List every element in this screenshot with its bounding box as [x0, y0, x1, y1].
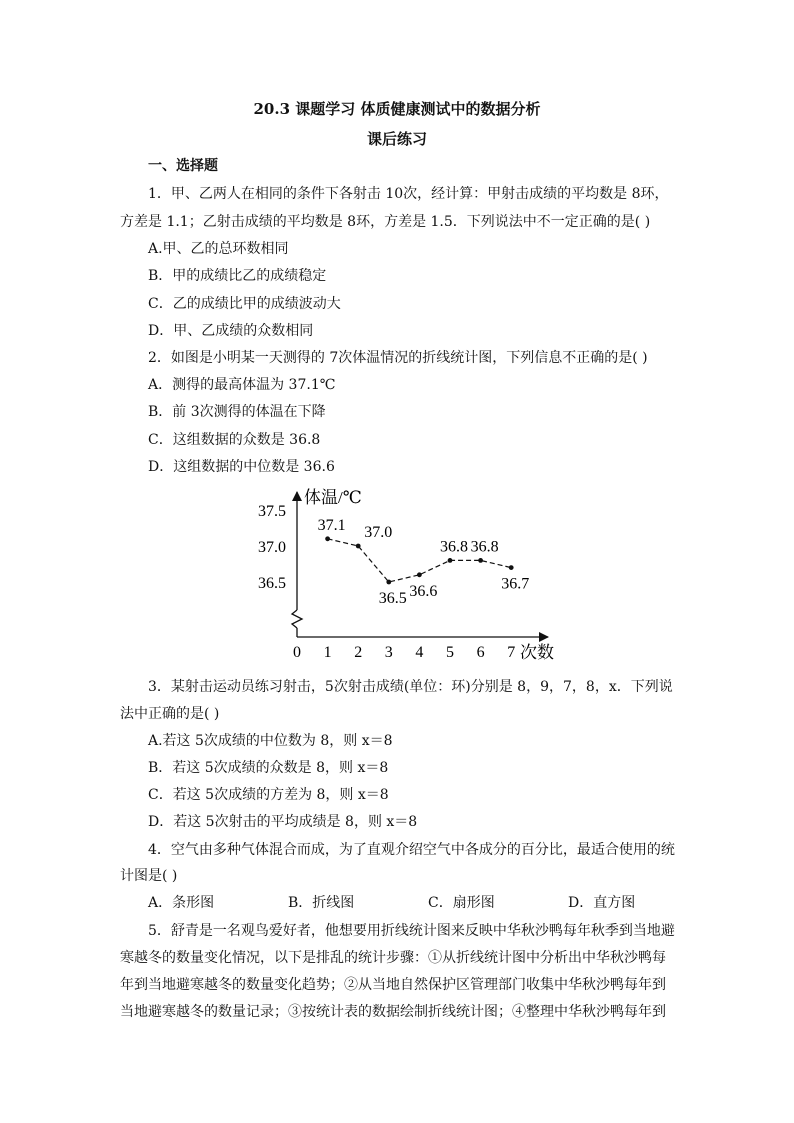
q3-option-a: A.若这 5次成绩的中位数为 8，则 x＝8 — [148, 733, 393, 749]
data-point — [386, 580, 391, 585]
axis-break-zigzag — [292, 610, 302, 628]
x-tick-label: 0 — [293, 644, 301, 661]
data-label: 37.1 — [317, 516, 346, 534]
q4-option-b: B．折线图 — [288, 895, 355, 911]
q5-line-1: 5．舒青是一名观鸟爱好者，他想要用折线统计图来反映中华秋沙鸭每年秋季到当地避 — [148, 923, 675, 939]
data-label: 36.7 — [501, 575, 530, 593]
data-labels — [318, 517, 530, 607]
y-axis-label: 体温/℃ — [304, 488, 362, 507]
data-point — [448, 558, 453, 563]
q1-option-b: B．甲的成绩比乙的成绩稳定 — [148, 268, 327, 284]
data-point — [509, 565, 514, 570]
x-tick-label: 2 — [354, 644, 363, 661]
x-tick-labels — [293, 644, 515, 661]
q2-line-1: 2．如图是小明某一天测得的 7次体温情况的折线统计图，下列信息不正确的是( ) — [148, 350, 648, 366]
x-tick-label: 1 — [323, 644, 332, 661]
y-tick-labels — [258, 503, 286, 592]
x-tick-label: 6 — [476, 644, 485, 661]
x-tick-label: 4 — [415, 644, 424, 661]
q3-line-1: 3．某射击运动员练习射击，5次射击成绩(单位：环)分别是 8，9，7，8，x．下列说 — [148, 679, 673, 695]
q4-options-row — [148, 893, 635, 913]
q5-line-3: 年到当地避寒越冬的数量变化趋势；②从当地自然保护区管理部门收集中华秋沙鸭每年到 — [120, 977, 666, 993]
q1-line-2: 方差是 1.1；乙射击成绩的平均数是 8环，方差是 1.5．下列说法中不一定正确的是( ) — [120, 214, 651, 230]
section-heading: 一、选择题 — [148, 158, 218, 174]
q1-option-c: C．乙的成绩比甲的成绩波动大 — [148, 296, 341, 312]
x-tick-label: 3 — [384, 644, 393, 661]
y-tick-label: 37.5 — [258, 503, 286, 520]
q3-option-c: C．若这 5次成绩的方差为 8，则 x＝8 — [148, 787, 389, 803]
q2-option-b: B．前 3次测得的体温在下降 — [148, 404, 326, 420]
data-point — [356, 544, 361, 549]
page-subtitle: 课后练习 — [366, 130, 427, 148]
q1-option-a: A.甲、乙的总环数相同 — [148, 241, 289, 257]
q4-option-a: A．条形图 — [148, 895, 215, 911]
page-title: 20.3 课题学习 体质健康测试中的数据分析 — [253, 100, 541, 118]
data-label: 36.5 — [378, 590, 407, 607]
y-tick-label: 36.5 — [258, 575, 286, 592]
q2-option-a: A．测得的最高体温为 37.1℃ — [148, 377, 336, 393]
q3-line-2: 法中正确的是( ) — [120, 706, 220, 722]
q3-option-b: B．若这 5次成绩的众数是 8，则 x＝8 — [148, 760, 389, 776]
q4-option-d: D．直方图 — [568, 895, 636, 911]
y-tick-label: 37.0 — [258, 539, 286, 556]
q2-option-c: C．这组数据的众数是 36.8 — [148, 432, 321, 448]
data-label: 36.8 — [470, 538, 499, 556]
x-tick-label: 5 — [446, 644, 454, 661]
q4-option-c: C．扇形图 — [428, 895, 495, 911]
q4-line-1: 4．空气由多种气体混合而成，为了直观介绍空气中各成分的百分比，最适合使用的统 — [148, 842, 675, 858]
q1-line-1: 1．甲、乙两人在相同的条件下各射击 10次，经计算：甲射击成绩的平均数是 8环， — [148, 186, 669, 202]
data-label: 36.6 — [409, 582, 438, 600]
data-point — [325, 536, 330, 541]
q4-line-2: 计图是( ) — [120, 868, 178, 884]
data-point — [478, 558, 483, 563]
q5-line-2: 寒越冬的数量变化情况，以下是排乱的统计步骤：①从折线统计图中分析出中华秋沙鸭每 — [120, 950, 666, 966]
x-tick-label: 7 — [507, 644, 516, 661]
q1-option-d: D．甲、乙成绩的众数相同 — [148, 323, 314, 339]
q2-option-d: D．这组数据的中位数是 36.6 — [148, 459, 335, 475]
temperature-line-chart — [240, 482, 570, 667]
data-point — [417, 572, 422, 577]
data-label: 37.0 — [364, 524, 393, 541]
data-label: 36.8 — [440, 538, 468, 556]
q3-option-d: D．若这 5次射击的平均成绩是 8，则 x＝8 — [148, 814, 418, 830]
x-axis-label: 次数 — [520, 643, 554, 662]
q5-line-4: 当地避寒越冬的数量记录；③按统计表的数据绘制折线统计图；④整理中华秋沙鸭每年到 — [120, 1004, 666, 1020]
